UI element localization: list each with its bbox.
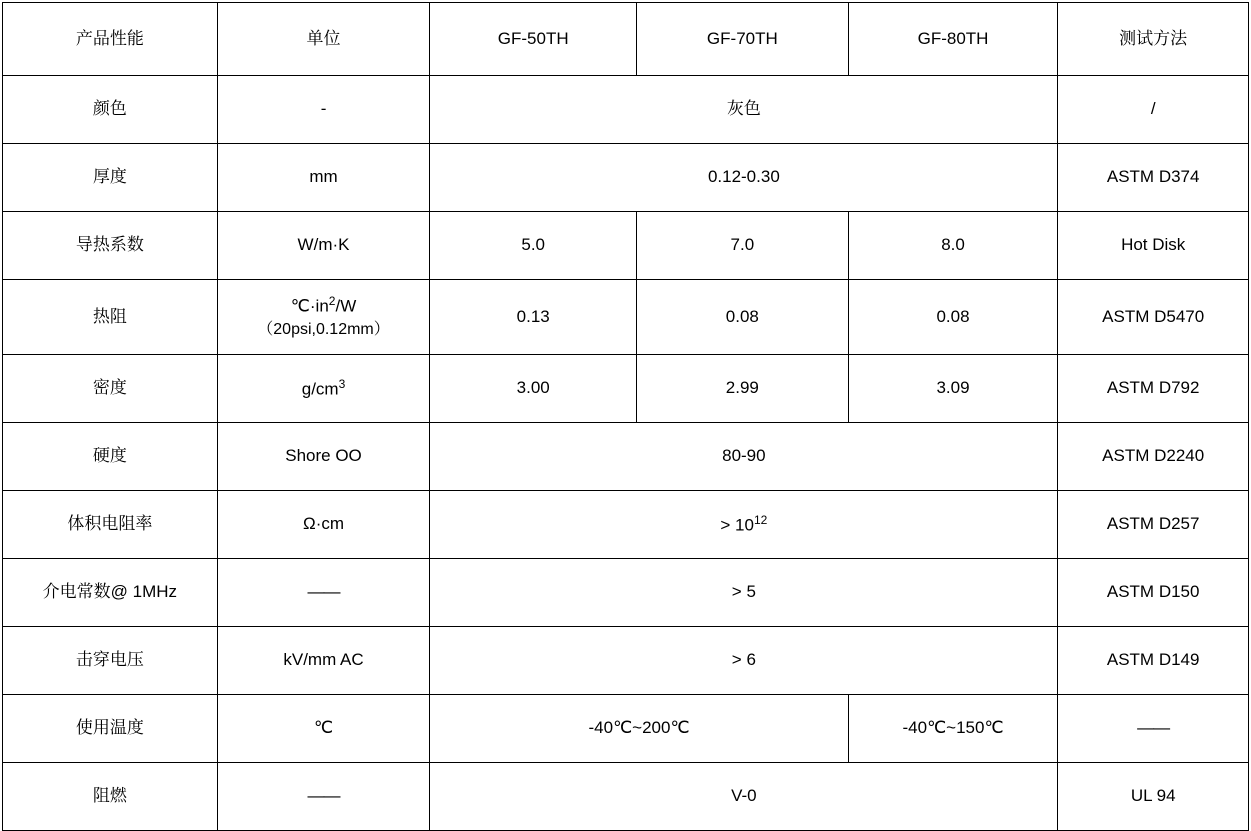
column-header-property: 产品性能 [3,3,218,76]
row-unit-superscript: 2 [328,294,336,309]
row-value-gf50th: 0.13 [430,280,637,355]
row-value-merged: > 5 [430,559,1058,627]
row-unit [217,280,430,355]
row-unit-superscript: 3 [338,376,346,391]
table-row [3,280,1249,355]
row-test-method: Hot Disk [1058,212,1249,280]
table-row [3,212,1249,280]
row-test-method: ASTM D149 [1058,627,1249,695]
row-value-gf80th: -40℃~150℃ [848,695,1058,763]
row-value-merged: > 6 [430,627,1058,695]
row-unit-base: ℃·in [290,297,329,317]
row-unit [217,355,430,423]
row-test-method: UL 94 [1058,763,1249,831]
row-test-method: ASTM D2240 [1058,423,1249,491]
table-row [3,627,1249,695]
row-value-merged: 0.12-0.30 [430,144,1058,212]
row-value-gf50th: 3.00 [430,355,637,423]
row-property: 颜色 [3,76,218,144]
row-value-merged [430,491,1058,559]
row-value-gf80th: 3.09 [848,355,1058,423]
row-test-method: ASTM D257 [1058,491,1249,559]
column-header-gf70th: GF-70TH [637,3,849,76]
column-header-test-method: 测试方法 [1058,3,1249,76]
table-header-row [3,3,1249,76]
row-test-method: / [1058,76,1249,144]
column-header-unit: 单位 [217,3,430,76]
row-test-method: —— [1058,695,1249,763]
row-unit: ℃ [217,695,430,763]
row-unit: —— [217,763,430,831]
row-unit-tail: /W [335,297,357,317]
table-row [3,144,1249,212]
row-property: 介电常数@ 1MHz [3,559,218,627]
row-unit: Shore OO [217,423,430,491]
row-unit: kV/mm AC [217,627,430,695]
table-row [3,491,1249,559]
table-row [3,423,1249,491]
row-property: 体积电阻率 [3,491,218,559]
table-row [3,763,1249,831]
row-unit: —— [217,559,430,627]
table-row [3,559,1249,627]
row-unit-base: g/cm [301,379,339,399]
row-unit: - [217,76,430,144]
row-value-gf50th: 5.0 [430,212,637,280]
row-property: 厚度 [3,144,218,212]
row-property: 热阻 [3,280,218,355]
row-value-gf70th: 7.0 [637,212,849,280]
table-row [3,355,1249,423]
row-value-merged: 灰色 [430,76,1058,144]
row-value-superscript: 12 [753,512,768,527]
row-value-gf70th: 0.08 [637,280,849,355]
row-test-method: ASTM D374 [1058,144,1249,212]
row-value-gf70th: 2.99 [637,355,849,423]
row-value-gf80th: 0.08 [848,280,1058,355]
row-property: 击穿电压 [3,627,218,695]
table-row [3,695,1249,763]
row-unit: mm [217,144,430,212]
row-unit: W/m·K [217,212,430,280]
product-specification-table [2,2,1249,831]
row-value-merged: 80-90 [430,423,1058,491]
column-header-gf50th: GF-50TH [430,3,637,76]
row-property: 硬度 [3,423,218,491]
row-property: 导热系数 [3,212,218,280]
row-property: 密度 [3,355,218,423]
row-value-gf80th: 8.0 [848,212,1058,280]
row-unit: Ω·cm [217,491,430,559]
row-property: 阻燃 [3,763,218,831]
column-header-gf80th: GF-80TH [848,3,1058,76]
row-value-base: > 10 [720,515,754,535]
row-test-method: ASTM D5470 [1058,280,1249,355]
table-row [3,76,1249,144]
row-value-gf50th-gf70th: -40℃~200℃ [430,695,848,763]
row-property: 使用温度 [3,695,218,763]
row-unit-condition: （20psi,0.12mm） [257,321,390,338]
row-value-merged: V-0 [430,763,1058,831]
row-test-method: ASTM D150 [1058,559,1249,627]
row-test-method: ASTM D792 [1058,355,1249,423]
